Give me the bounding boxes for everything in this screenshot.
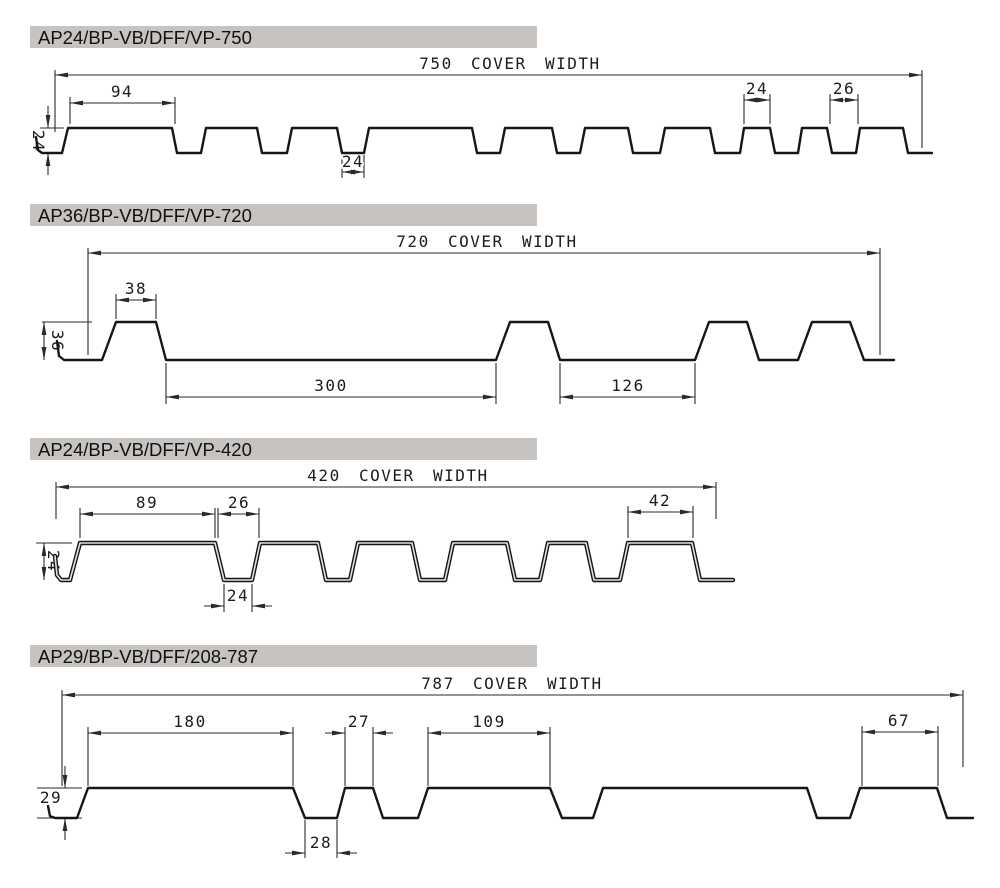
dimension-label: 67 bbox=[887, 711, 911, 730]
arrowhead bbox=[925, 730, 938, 735]
arrowhead bbox=[80, 512, 93, 517]
dimension-label: 24 bbox=[745, 79, 769, 98]
arrowhead bbox=[483, 395, 496, 400]
dimension-label: 180 bbox=[173, 712, 207, 731]
arrowhead bbox=[703, 485, 716, 490]
arrowhead bbox=[628, 510, 641, 515]
section-title-vp720: AP36/BP-VB/DFF/VP-720 bbox=[30, 204, 537, 226]
dimension-label: 24 bbox=[44, 549, 63, 573]
profile-outline bbox=[48, 788, 973, 818]
arrowhead bbox=[537, 731, 550, 736]
dimension-label: 126 bbox=[611, 376, 645, 395]
arrowhead bbox=[252, 604, 265, 609]
arrowhead bbox=[55, 73, 68, 78]
arrowhead bbox=[560, 395, 573, 400]
arrowhead bbox=[42, 347, 47, 360]
dimension-label: 24 bbox=[226, 586, 250, 605]
dimension-label: 26 bbox=[832, 79, 856, 98]
arrowhead bbox=[166, 395, 179, 400]
arrowhead bbox=[162, 101, 175, 106]
arrowhead bbox=[280, 731, 293, 736]
arrowhead bbox=[62, 693, 75, 698]
arrowhead bbox=[211, 604, 224, 609]
arrowhead bbox=[830, 98, 843, 103]
cover-width-label: 750 COVER WIDTH bbox=[419, 54, 601, 73]
arrowhead bbox=[337, 851, 350, 856]
arrowhead bbox=[63, 818, 68, 831]
arrowhead bbox=[70, 101, 83, 106]
dimension-label: 28 bbox=[309, 833, 333, 852]
cover-width-label: 720 COVER WIDTH bbox=[396, 232, 578, 251]
arrowhead bbox=[950, 693, 963, 698]
section-title-208787: AP29/BP-VB/DFF/208-787 bbox=[30, 645, 537, 667]
arrowhead bbox=[143, 298, 156, 303]
dimension-label: 89 bbox=[135, 493, 159, 512]
arrowhead bbox=[46, 153, 51, 166]
arrowhead bbox=[218, 512, 231, 517]
arrowhead bbox=[909, 73, 922, 78]
arrowhead bbox=[88, 251, 101, 256]
profile-outline bbox=[55, 543, 733, 580]
dimension-label: 94 bbox=[110, 82, 134, 101]
profile-outline bbox=[57, 322, 894, 360]
cover-width-label: 420 COVER WIDTH bbox=[307, 466, 489, 485]
dimension-label: 36 bbox=[48, 329, 67, 353]
arrowhead bbox=[428, 731, 441, 736]
dimension-label: 300 bbox=[314, 376, 348, 395]
dimension-label: 29 bbox=[39, 788, 63, 807]
arrowhead bbox=[42, 322, 47, 335]
arrowhead bbox=[744, 98, 757, 103]
section-title-vp750: AP24/BP-VB/DFF/VP-750 bbox=[30, 26, 537, 48]
arrowhead bbox=[867, 251, 880, 256]
dimension-label: 24 bbox=[29, 129, 48, 153]
arrowhead bbox=[373, 731, 386, 736]
dimension-label: 27 bbox=[347, 712, 371, 731]
arrowhead bbox=[845, 98, 858, 103]
arrowhead bbox=[862, 730, 875, 735]
arrowhead bbox=[202, 512, 215, 517]
dimension-label: 109 bbox=[472, 712, 506, 731]
arrowhead bbox=[63, 775, 68, 788]
arrowhead bbox=[682, 395, 695, 400]
arrowhead bbox=[46, 115, 51, 128]
arrowhead bbox=[757, 98, 770, 103]
arrowhead bbox=[246, 512, 259, 517]
cover-width-label: 787 COVER WIDTH bbox=[421, 674, 603, 693]
arrowhead bbox=[116, 298, 129, 303]
dimension-label: 26 bbox=[227, 493, 251, 512]
profile-outline-inner bbox=[55, 543, 733, 580]
dimension-label: 24 bbox=[341, 152, 365, 171]
dimension-label: 38 bbox=[124, 279, 148, 298]
arrowhead bbox=[332, 731, 345, 736]
arrowhead bbox=[88, 731, 101, 736]
section-title-vp420: AP24/BP-VB/DFF/VP-420 bbox=[30, 438, 537, 460]
arrowhead bbox=[680, 510, 693, 515]
dimension-label: 42 bbox=[648, 491, 672, 510]
profile-outline bbox=[36, 128, 932, 153]
arrowhead bbox=[292, 851, 305, 856]
arrowhead bbox=[56, 485, 69, 490]
